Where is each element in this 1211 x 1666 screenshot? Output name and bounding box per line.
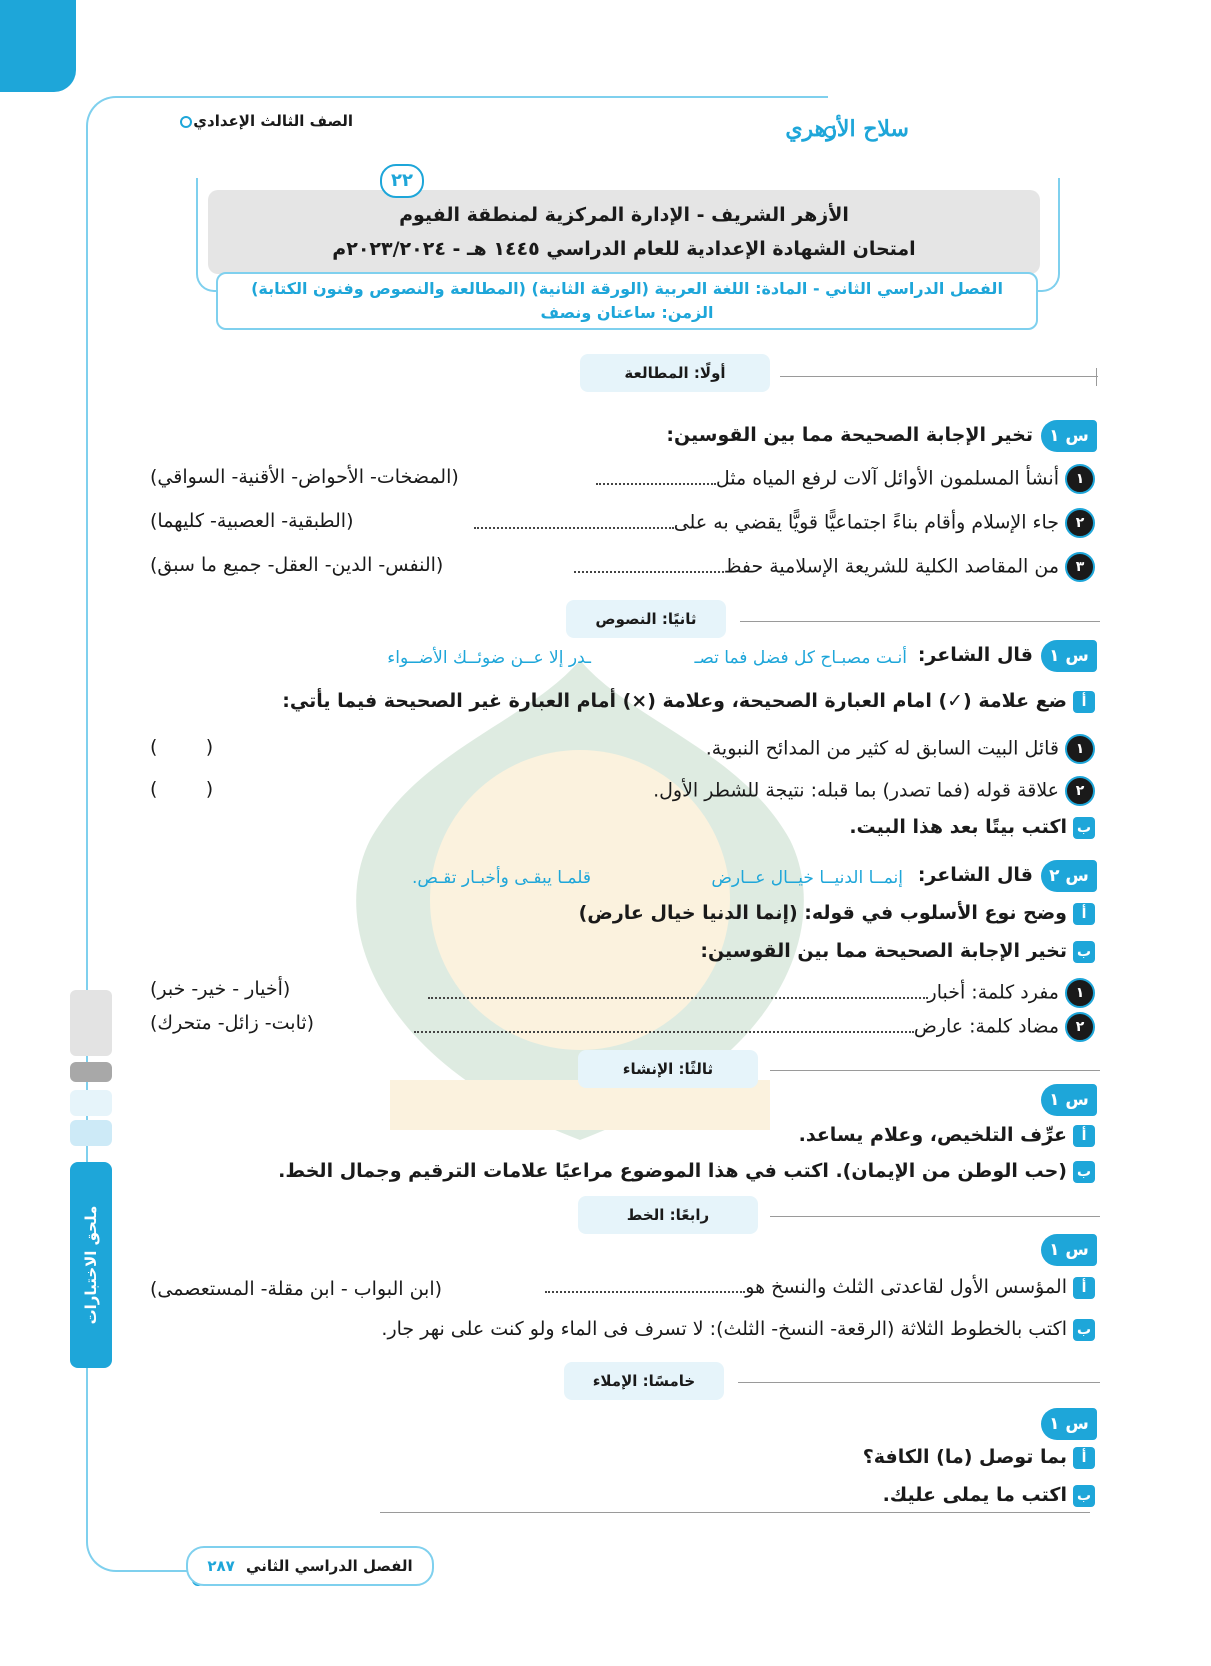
truefalse-item-2 <box>653 776 1095 806</box>
question-tag: س ٢ <box>1041 860 1097 892</box>
part-text: بما توصل (ما) الكافة؟ <box>862 1446 1067 1468</box>
part-letter: ب <box>1073 941 1095 963</box>
q2-item-1 <box>428 978 1095 1008</box>
part-letter: ب <box>1073 1319 1095 1341</box>
answer-parens: ( ) <box>150 778 214 800</box>
section-dictation: خامسًا: الإملاء <box>564 1362 724 1400</box>
section-rule <box>770 1216 1100 1217</box>
part-letter: أ <box>1073 1447 1095 1469</box>
question-tag: س ١ <box>1041 1084 1097 1116</box>
part-letter: أ <box>1073 903 1095 925</box>
poet-label: قال الشاعر: <box>917 864 1033 886</box>
item-number: ١ <box>1065 464 1095 494</box>
part-text: اكتب بيتًا بعد هذا البيت. <box>849 816 1067 838</box>
answer-blank <box>574 571 724 573</box>
item-options: (ثابت- زائل- متحرك) <box>150 1012 315 1034</box>
poet-label: قال الشاعر: <box>917 644 1033 666</box>
question-tag: س ١ <box>1041 1408 1097 1440</box>
part-letter: ب <box>1073 1485 1095 1507</box>
part-letter: ب <box>1073 817 1095 839</box>
reading-item-1 <box>596 464 1095 494</box>
question-tag: س ١ <box>1041 420 1097 452</box>
dictation-part-b <box>883 1484 1095 1507</box>
section-rule <box>740 621 1100 622</box>
part-text: وضح نوع الأسلوب في قوله: (إنما الدنيا خيال عارض) <box>578 902 1067 924</box>
part-letter: ب <box>1073 1161 1095 1183</box>
side-bar-gray <box>70 990 112 1056</box>
end-rule <box>380 1512 1090 1513</box>
answer-blank <box>428 997 928 999</box>
reading-item-3 <box>574 552 1095 582</box>
page-number: ٢٨٧ <box>207 1557 235 1575</box>
section-rule <box>770 1070 1100 1071</box>
grade-label: الصف الثالث الإعدادي <box>193 112 353 130</box>
item-number: ١ <box>1065 734 1095 764</box>
reading-item-2 <box>474 508 1095 538</box>
exam-header <box>208 190 1040 274</box>
side-bar-light <box>70 1120 112 1146</box>
answer-blank <box>596 483 716 485</box>
item-text: جاء الإسلام وأقام بناءً اجتماعيًّا قويًّا يقضي به على <box>673 511 1059 534</box>
item-text: أنشأ المسلمون الأوائل آلات لرفع المياه مثل <box>715 467 1059 490</box>
time-line: الزمن: ساعتان ونصف <box>540 303 714 322</box>
part-text: تخير الإجابة الصحيحة مما بين القوسين: <box>700 940 1067 962</box>
side-bar-light <box>70 1090 112 1116</box>
question-tag: س ١ <box>1041 640 1097 672</box>
section-reading: أولًا: المطالعة <box>580 354 770 392</box>
verse-second-half: ـدر إلا عــن ضوئــك الأضــواء <box>387 648 591 668</box>
appendix-side-tab <box>70 1162 112 1368</box>
part-letter: أ <box>1073 691 1095 713</box>
part-text: المؤسس الأول لقاعدتى الثلث والنسخ هو <box>745 1276 1067 1298</box>
item-text: من المقاصد الكلية للشريعة الإسلامية حفظ <box>723 555 1059 578</box>
item-text: مضاد كلمة: عارض <box>913 1015 1059 1038</box>
q1-part-a <box>282 690 1095 713</box>
side-bar-dark <box>70 1062 112 1082</box>
answer-blank <box>414 1031 914 1033</box>
part-text: اكتب ما يملى عليك. <box>882 1484 1067 1506</box>
brand-logo: سلاح الأزهري <box>785 116 909 142</box>
verse-second-half: قلمـا يبقـى وأخبـار تقـص. <box>411 868 591 888</box>
q2-part-a <box>579 902 1095 925</box>
footer-page <box>186 1546 434 1586</box>
item-text: قائل البيت السابق له كثير من المدائح النبوية. <box>705 737 1059 760</box>
item-number: ٢ <box>1065 776 1095 806</box>
q2-item-2 <box>414 1012 1095 1042</box>
composition-part-b <box>278 1160 1095 1183</box>
item-number: ١ <box>1065 978 1095 1008</box>
part-letter: أ <box>1073 1277 1095 1299</box>
part-text: ضع علامة (✓) امام العبارة الصحيحة، وعلامة (×) أمام العبارة غير الصحيحة فيما يأتي: <box>282 690 1067 712</box>
q2-part-b <box>700 940 1095 963</box>
header-line-1: الأزهر الشريف - الإدارة المركزية لمنطقة الفيوم <box>399 204 849 226</box>
part-letter: أ <box>1073 1125 1095 1147</box>
verse-first-half: أنـت مصبـاح كل فضل فما تصـ <box>694 648 907 668</box>
frame-bottom-curve <box>86 1530 198 1572</box>
item-text: علاقة قوله (فما تصدر) بما قبله: نتيجة للشطر الأول. <box>653 779 1059 802</box>
subject-box <box>216 272 1038 330</box>
section-texts: ثانيًا: النصوص <box>566 600 726 638</box>
item-options: (المضخات- الأحواض- الأقنية- السواقي) <box>150 466 459 488</box>
header-line-2: امتحان الشهادة الإعدادية للعام الدراسي ١٤٤٥ هـ - ٢٠٢٣/٢٠٢٤م <box>332 238 916 260</box>
q1-part-b <box>849 816 1095 839</box>
side-tab-label: ملحق الاختبارات <box>82 1205 100 1325</box>
section-rule <box>780 376 1098 377</box>
answer-blank <box>545 1291 745 1293</box>
item-options: (ابن البواب - ابن مقلة- المستعصمى) <box>150 1278 443 1300</box>
part-text: اكتب بالخطوط الثلاثة (الرقعة- النسخ- الثلث): لا تسرف فى الماء ولو كنت على نهر جار. <box>381 1318 1067 1340</box>
question-title: تخير الإجابة الصحيحة مما بين القوسين: <box>666 424 1033 446</box>
item-options: (أخيار - خير- خبر) <box>150 978 291 1000</box>
section-rule-tick <box>1096 368 1097 386</box>
section-composition: ثالثًا: الإنشاء <box>578 1050 758 1088</box>
subject-line: الفصل الدراسي الثاني - المادة: اللغة العربية (الورقة الثانية) (المطالعة والنصوص وفنون الكتابة) <box>251 279 1003 298</box>
answer-parens: ( ) <box>150 736 214 758</box>
truefalse-item-1 <box>706 734 1095 764</box>
dictation-part-a <box>863 1446 1095 1469</box>
item-options: (الطبقية- العصبية- كليهما) <box>150 510 354 532</box>
item-text: مفرد كلمة: أخبار <box>927 981 1059 1004</box>
item-number: ٢ <box>1065 508 1095 538</box>
item-options: (النفس- الدين- العقل- جميع ما سبق) <box>150 554 444 576</box>
footer-label: الفصل الدراسي الثاني <box>246 1557 413 1575</box>
part-text: (حب الوطن من الإيمان). اكتب في هذا الموضوع مراعيًا علامات الترقيم وجمال الخط. <box>278 1160 1067 1182</box>
question-tag: س ١ <box>1041 1234 1097 1266</box>
item-number: ٣ <box>1065 552 1095 582</box>
calligraphy-part-b <box>381 1318 1095 1341</box>
exam-number-badge: ٢٢ <box>380 164 424 198</box>
frame-dot <box>180 116 192 128</box>
part-text: عرِّف التلخيص، وعلام يساعد. <box>798 1124 1067 1146</box>
corner-tab <box>0 0 76 92</box>
item-number: ٢ <box>1065 1012 1095 1042</box>
section-calligraphy: رابعًا: الخط <box>578 1196 758 1234</box>
verse-first-half: إنمــا الدنيــا خيــال عــارض <box>711 868 903 888</box>
calligraphy-part-a <box>545 1276 1095 1299</box>
composition-part-a <box>799 1124 1095 1147</box>
section-rule <box>738 1382 1100 1383</box>
answer-blank <box>474 527 674 529</box>
